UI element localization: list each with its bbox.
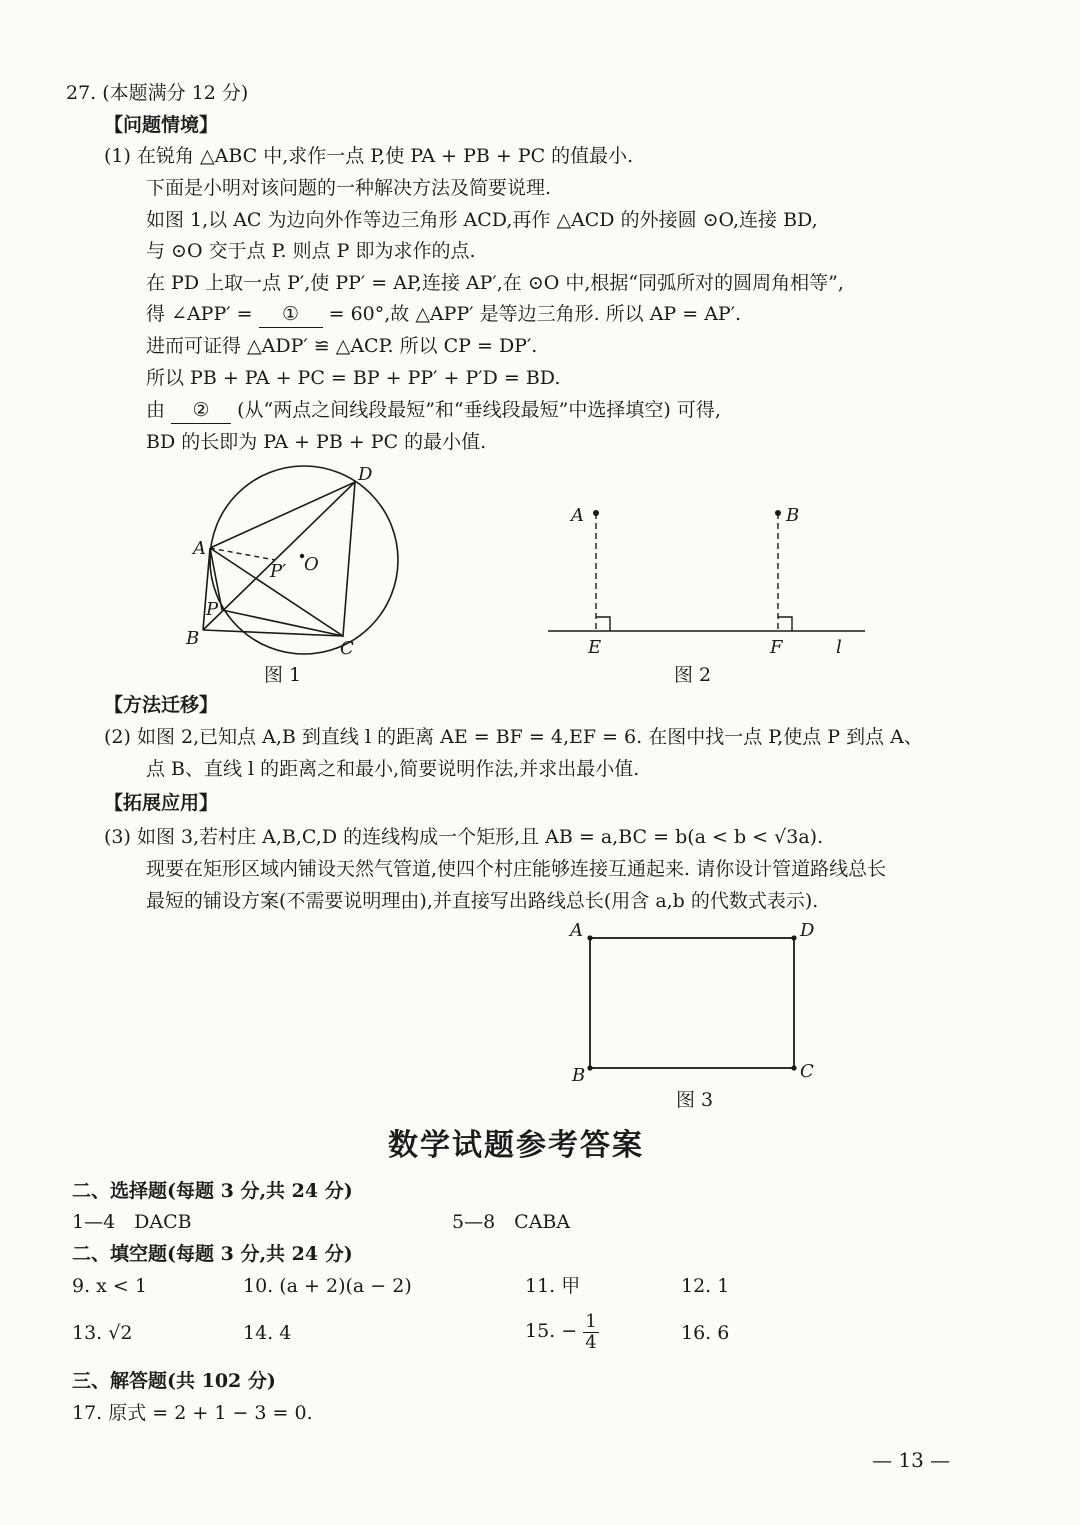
fig2-label-b: B [786,505,800,526]
figure-1-caption: 图 1 [264,664,302,686]
section-title-extension: 【拓展应用】 [104,792,219,814]
fill-answer-9: 9. x < 1 [72,1275,147,1297]
fig1-label-p-prime: P′ [270,561,287,582]
text-line: (2) 如图 2,已知点 A,B 到直线 l 的距离 AE = BF = 4,EF = 6. 在图中找一点 P,使点 P 到点 A、 [104,726,923,748]
fraction-numerator: 1 [585,1310,597,1332]
solve-answer-17: 17. 原式 = 2 + 1 − 3 = 0. [72,1402,313,1424]
fig2-label-f: F [770,637,783,658]
text-line: 所以 PB + PA + PC = BP + PP′ + P′D = BD. [146,367,561,389]
blank1-suffix: = 60°,故 △APP′ 是等边三角形. 所以 AP = AP′. [328,303,742,325]
fig3-label-a: A [570,920,583,941]
fig1-label-a: A [193,538,206,559]
text-line: (3) 如图 3,若村庄 A,B,C,D 的连线构成一个矩形,且 AB = a,BC = b(a < b < √3a). [104,826,824,848]
fig2-label-l: l [836,637,842,658]
text-line-blank1 [146,301,741,328]
figure-3-diagram [562,918,832,1088]
fill-answer-13: 13. √2 [72,1322,133,1344]
fill-answer-15 [525,1305,599,1357]
section-title-migration: 【方法迁移】 [104,694,219,716]
page-number: — 13 — [872,1448,951,1472]
fig1-label-p: P [206,599,219,620]
fig1-label-b: B [186,628,200,649]
figure-1-diagram [180,460,410,660]
text-line: 下面是小明对该问题的一种解决方法及简要说理. [146,177,552,199]
choice-answers-1-4: 1—4 DACB [72,1211,192,1233]
text-line: 如图 1,以 AC 为边向外作等边三角形 ACD,再作 △ACD 的外接圆 ⊙O,连接 BD, [146,209,818,231]
fraction-denominator: 4 [585,1331,597,1353]
fill-answer-12: 12. 1 [681,1275,730,1297]
figure-3-caption: 图 3 [676,1089,714,1111]
solve-section-header: 三、解答题(共 102 分) [72,1370,276,1392]
fig3-label-c: C [800,1061,814,1082]
fig1-label-c: C [340,638,354,659]
fill-answer-11: 11. 甲 [525,1275,581,1297]
fill-answer-16: 16. 6 [681,1322,730,1344]
text-line: 点 B、直线 l 的距离之和最小,简要说明作法,并求出最小值. [146,758,640,780]
answer-blank-2: ② [171,397,231,424]
text-line: 现要在矩形区域内铺设天然气管道,使四个村庄能够连接互通起来. 请你设计管道路线总长 [146,858,887,880]
fig3-label-b: B [572,1065,586,1086]
answer-blank-1: ① [259,301,323,328]
text-line-blank2 [146,397,721,424]
text-line: 与 ⊙O 交于点 P. 则点 P 即为求作的点. [146,240,476,262]
choice-answers-5-8: 5—8 CABA [452,1211,571,1233]
fill-answer-10: 10. (a + 2)(a − 2) [243,1275,412,1297]
figure-2-diagram [540,495,870,660]
answer-key-title: 数学试题参考答案 [388,1128,644,1163]
fig2-label-e: E [588,637,602,658]
figure-2-caption: 图 2 [674,664,712,686]
text-line: BD 的长即为 PA + PB + PC 的最小值. [146,431,487,453]
text-line: 最短的铺设方案(不需要说明理由),并直接写出路线总长(用含 a,b 的代数式表示). [146,890,819,912]
fig1-label-d: D [358,464,373,485]
fill-answer-14: 14. 4 [243,1322,292,1344]
blank1-prefix: 得 ∠APP′ = [146,303,259,325]
fill-answer-15-prefix: 15. − [525,1320,578,1342]
text-line: 在 PD 上取一点 P′,使 PP′ = AP,连接 AP′,在 ⊙O 中,根据“同弧所对的圆周角相等”, [146,272,844,294]
section-title-problem: 【问题情境】 [104,114,219,136]
fig3-label-d: D [800,920,815,941]
question-header: 27. (本题满分 12 分) [66,82,249,104]
choice-section-header: 二、选择题(每题 3 分,共 24 分) [72,1180,353,1202]
text-line: 进而可证得 △ADP′ ≌ △ACP. 所以 CP = DP′. [146,335,538,357]
fill-section-header: 二、填空题(每题 3 分,共 24 分) [72,1243,353,1265]
fraction [583,1312,598,1353]
fig1-label-o: O [304,554,319,575]
text-line: (1) 在锐角 △ABC 中,求作一点 P,使 PA + PB + PC 的值最小. [104,145,634,167]
fig2-label-a: A [571,505,584,526]
blank2-prefix: 由 [146,399,172,421]
blank2-suffix: (从“两点之间线段最短”和“垂线段最短”中选择填空) 可得, [237,399,721,421]
